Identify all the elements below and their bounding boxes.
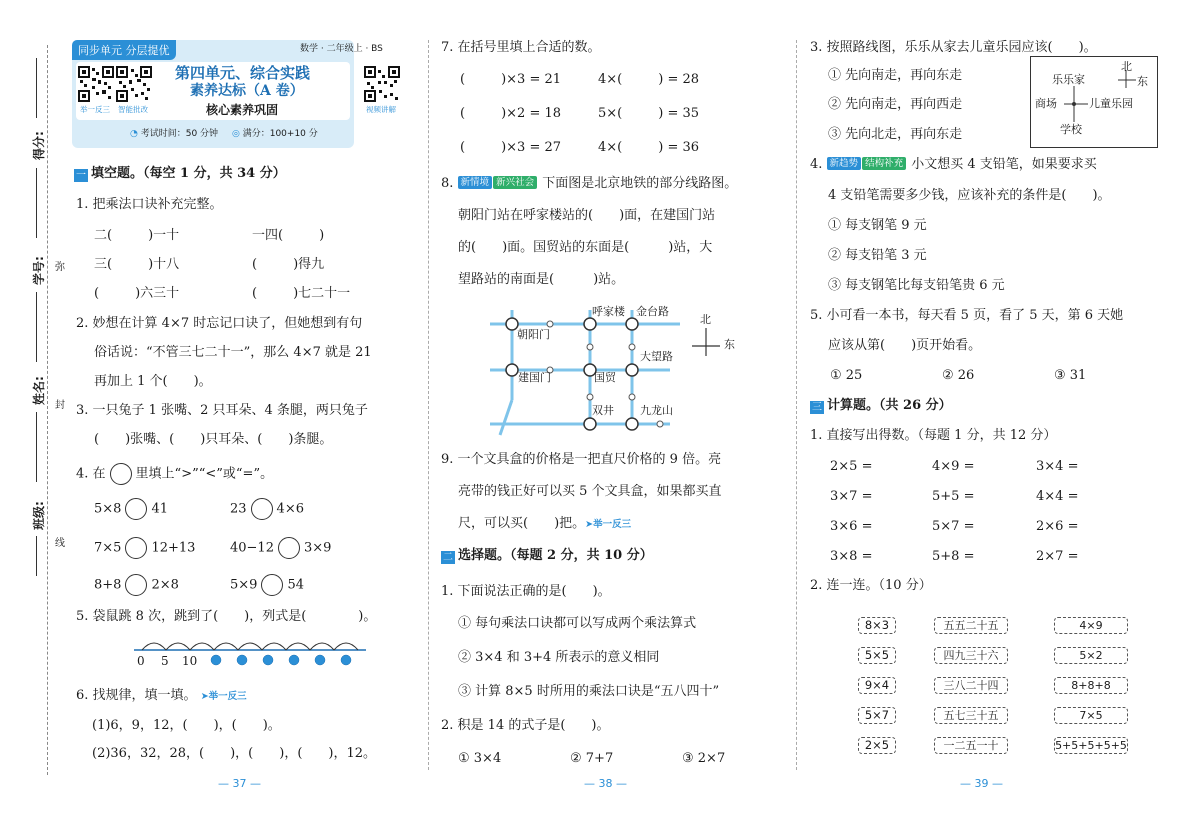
match-mid[interactable]: 四九三十六	[934, 647, 1008, 664]
q4-item: 23 4×6	[230, 498, 304, 520]
qr-code-2	[116, 66, 152, 102]
compare-circle[interactable]	[251, 498, 273, 520]
map-home: 乐乐家	[1052, 73, 1085, 86]
full-score: ◎ 满分：100+10 分	[232, 129, 318, 139]
calc-item: 2×6 =	[1036, 519, 1079, 534]
seal-char-2: 封	[55, 400, 65, 411]
map-east: 东	[1137, 75, 1148, 88]
score-label: 得分:	[32, 131, 46, 160]
calc-item: 5+8 =	[932, 549, 975, 564]
compare-circle[interactable]	[110, 463, 132, 485]
q7-row: 4×( ) = 28	[598, 72, 700, 87]
page-number: — 37 —	[218, 777, 261, 790]
binding-line	[47, 45, 48, 775]
match-left[interactable]: 5×5	[858, 647, 896, 664]
map-north: 北	[1121, 60, 1132, 73]
compass-icon	[688, 324, 724, 360]
c2-option-1[interactable]: ① 3×4	[458, 751, 502, 766]
match-left[interactable]: 5×7	[858, 707, 896, 724]
calc-item: 2×5 =	[830, 459, 873, 474]
qr-code-1	[78, 66, 114, 102]
q9-line-3: 尺，可以买( )把。➤举一反三	[458, 516, 632, 531]
map-school: 学校	[1060, 123, 1082, 136]
c1-option-2[interactable]: ② 3×4 和 3+4 所表示的意义相同	[458, 650, 660, 665]
header-tag: 同步单元 分层提优	[72, 40, 176, 60]
score-line	[36, 58, 37, 118]
calc-item: 5+5 =	[932, 489, 975, 504]
match-right[interactable]: 8+8+8	[1054, 677, 1128, 694]
qr-caption-1: 举一反三	[80, 105, 110, 114]
match-right[interactable]: 4×9	[1054, 617, 1128, 634]
station-dawanglu: 大望路	[640, 350, 673, 363]
compare-circle[interactable]	[125, 574, 147, 596]
q9-line-1: 9. 一个文具盒的价格是一把直尺价格的 9 倍。亮	[441, 452, 722, 467]
c3-option-1[interactable]: ① 先向南走，再向东走	[828, 68, 963, 83]
q4-text: 4. 在 里填上“>”“<”或“=”。	[76, 463, 273, 485]
c4-line-2: 4 支铅笔需要多少钱，应该补充的条件是( )。	[828, 188, 1111, 203]
c2-option-2[interactable]: ② 7+7	[570, 751, 614, 766]
number-line	[36, 292, 37, 362]
calc-item: 5×7 =	[932, 519, 975, 534]
q1-row-1: 二( )一十	[94, 228, 180, 243]
station-hujialou: 呼家楼	[592, 305, 625, 318]
page-divider	[428, 40, 429, 770]
map-mall: 商场	[1035, 97, 1057, 110]
match-mid[interactable]: 三八二十四	[934, 677, 1008, 694]
page-divider	[796, 40, 797, 770]
q2-line-2: 俗话说：“不管三七二十一”，那么 4×7 就是 21	[94, 345, 372, 360]
qr-caption-2: 智能批改	[118, 105, 148, 114]
calc-item: 3×8 =	[830, 549, 873, 564]
c3-option-3[interactable]: ③ 先向北走，再向东走	[828, 127, 963, 142]
c5-option-1[interactable]: ① 25	[830, 368, 863, 383]
q4-item: 40−12 3×9	[230, 537, 331, 559]
station-jiulongshan: 九龙山	[640, 404, 673, 417]
compass-north: 北	[700, 313, 711, 326]
unit-title: 第四单元、综合实践	[175, 64, 311, 82]
station-jintailu: 金台路	[636, 305, 669, 318]
hint-link[interactable]: ➤举一反三	[585, 519, 632, 530]
match-left[interactable]: 8×3	[858, 617, 896, 634]
unit-subtitle: 素养达标（A 卷）	[190, 83, 304, 99]
station-guomao: 国贸	[594, 371, 616, 384]
c5-line-1: 5. 小可看一本书，每天看 5 页，看了 5 天，第 6 天她	[810, 308, 1124, 323]
page-number: — 38 —	[584, 777, 627, 790]
c2-option-3[interactable]: ③ 2×7	[682, 751, 726, 766]
q3-line-2: ( )张嘴、( )只耳朵、( )条腿。	[94, 432, 333, 447]
q4-item: 7×5 12+13	[94, 537, 195, 559]
match-mid[interactable]: 五五二十五	[934, 617, 1008, 634]
numline-tick-0: 0	[137, 654, 145, 668]
subway-map	[490, 300, 690, 440]
q7-row: ( )×3 = 21	[460, 72, 562, 87]
c1-option-3[interactable]: ③ 计算 8×5 时所用的乘法口诀是“五八四十”	[458, 684, 720, 699]
q7-row: 4×( ) = 36	[598, 140, 700, 155]
q6-text: 6. 找规律，填一填。 ➤举一反三	[76, 688, 247, 703]
q1-row-3: ( )六三十	[94, 286, 180, 301]
q7-row: 5×( ) = 35	[598, 106, 700, 121]
qr-code-3	[364, 66, 400, 102]
q7-text: 7. 在括号里填上合适的数。	[441, 40, 601, 55]
c1-option-1[interactable]: ① 每句乘法口诀都可以写成两个乘法算式	[458, 616, 697, 631]
class-line	[36, 536, 37, 576]
subject-label: 数学 · 二年级上 · BS	[300, 44, 383, 54]
q1-row-1b: 一四( )	[252, 228, 325, 243]
match-mid[interactable]: 一二五一十	[934, 737, 1008, 754]
target-icon: ◎	[232, 129, 240, 139]
q3-line-1: 3. 一只兔子 1 张嘴、2 只耳朵、4 条腿，两只兔子	[76, 403, 368, 418]
c4-line-1: 4. 新趋势 结构补充 小文想买 4 支铅笔，如果要求买	[810, 157, 1097, 172]
q4-item: 5×9 54	[230, 574, 304, 596]
name-label: 姓名:	[32, 376, 46, 405]
q4-item: 8+8 2×8	[94, 574, 179, 596]
numline-tick-10: 10	[182, 654, 198, 668]
section-1-heading: 一 填空题。（每空 1 分，共 34 分）	[76, 166, 286, 181]
q2-line-1: 2. 妙想在计算 4×7 时忘记口诀了，但她想到有句	[76, 316, 363, 331]
q1-row-2b: ( )得九	[252, 257, 325, 272]
q6-line-2: (2)36，32，28，( )，( )，( )，12。	[92, 746, 377, 761]
q7-row: ( )×3 = 27	[460, 140, 562, 155]
map-park: 儿童乐园	[1089, 97, 1133, 110]
c4-option-2[interactable]: ② 每支铅笔 3 元	[828, 248, 927, 263]
clock-icon: ◔	[130, 129, 138, 139]
name-line	[36, 412, 37, 482]
q2-line-3: 再加上 1 个( )。	[94, 374, 212, 389]
k1-text: 1. 直接写出得数。（每题 1 分，共 12 分）	[810, 428, 1057, 443]
q5-text: 5. 袋鼠跳 8 次，跳到了( )，列式是( )。	[76, 609, 377, 624]
c3-text: 3. 按照路线图，乐乐从家去儿童乐园应该( )。	[810, 40, 1097, 55]
station-jianguomen: 建国门	[518, 371, 551, 384]
compare-circle[interactable]	[125, 498, 147, 520]
compass-east: 东	[724, 338, 735, 351]
number-label: 学号:	[32, 256, 46, 285]
q6-line-1: (1)6，9，12，( )，( )。	[92, 718, 281, 733]
calc-item: 4×4 =	[1036, 489, 1079, 504]
seal-char-3: 线	[55, 538, 65, 549]
c3-option-2[interactable]: ② 先向南走，再向西走	[828, 97, 963, 112]
calc-item: 2×7 =	[1036, 549, 1079, 564]
match-mid[interactable]: 五七三十五	[934, 707, 1008, 724]
seal-char-1: 弥	[55, 262, 65, 273]
match-right[interactable]: 5×2	[1054, 647, 1128, 664]
numline-tick-5: 5	[161, 654, 169, 668]
station-chaoyangmen: 朝阳门	[517, 328, 550, 341]
calc-item: 3×4 =	[1036, 459, 1079, 474]
compare-circle[interactable]	[278, 537, 300, 559]
c5-option-2[interactable]: ② 26	[942, 368, 975, 383]
q9-line-2: 亮带的钱正好可以买 5 个文具盒，如果都买直	[458, 484, 722, 499]
k2-text: 2. 连一连。（10 分）	[810, 578, 932, 593]
calc-item: 3×7 =	[830, 489, 873, 504]
q7-row: ( )×2 = 18	[460, 106, 562, 121]
compare-circle[interactable]	[261, 574, 283, 596]
class-label: 班级:	[32, 501, 46, 530]
q8-line-4: 望路站的南面是( )站。	[458, 272, 625, 287]
qr-caption-3: 视频讲解	[366, 105, 396, 114]
c1-text: 1. 下面说法正确的是( )。	[441, 584, 611, 599]
q1-row-2: 三( )十八	[94, 257, 180, 272]
q8-line-2: 朝阳门站在呼家楼站的( )面，在建国门站	[458, 208, 716, 223]
calc-item: 4×9 =	[932, 459, 975, 474]
c2-text: 2. 积是 14 的式子是( )。	[441, 718, 610, 733]
hint-link[interactable]: ➤举一反三	[200, 691, 247, 702]
calc-item: 3×6 =	[830, 519, 873, 534]
exam-time: ◔ 考试时间：50 分钟	[130, 129, 219, 139]
match-left[interactable]: 2×5	[858, 737, 896, 754]
section-2-heading: 二 选择题。（每题 2 分，共 10 分）	[443, 548, 653, 563]
page-number: — 39 —	[960, 777, 1003, 790]
match-right[interactable]: 7×5	[1054, 707, 1128, 724]
c4-option-1[interactable]: ① 每支钢笔 9 元	[828, 218, 927, 233]
station-shuangjing: 双井	[592, 404, 614, 417]
c4-option-3[interactable]: ③ 每支钢笔比每支铅笔贵 6 元	[828, 278, 1005, 293]
q8-line-1: 8. 新情境 新兴社会 下面图是北京地铁的部分线路图。	[441, 176, 738, 191]
score-line2	[36, 168, 37, 238]
q8-line-3: 的( )面。国贸站的东面是( )站，大	[458, 240, 713, 255]
q1-text: 1. 把乘法口诀补充完整。	[76, 197, 223, 212]
match-left[interactable]: 9×4	[858, 677, 896, 694]
compare-circle[interactable]	[125, 537, 147, 559]
match-right[interactable]: 5+5+5+5+5	[1055, 739, 1127, 752]
c5-option-3[interactable]: ③ 31	[1054, 368, 1087, 383]
q4-item: 5×8 41	[94, 498, 168, 520]
c5-line-2: 应该从第( )页开始看。	[828, 338, 982, 353]
unit-theme: 核心素养巩固	[206, 103, 279, 117]
q1-row-3b: ( )七二十一	[252, 286, 351, 301]
section-3-heading: 三 计算题。（共 26 分）	[812, 398, 952, 413]
